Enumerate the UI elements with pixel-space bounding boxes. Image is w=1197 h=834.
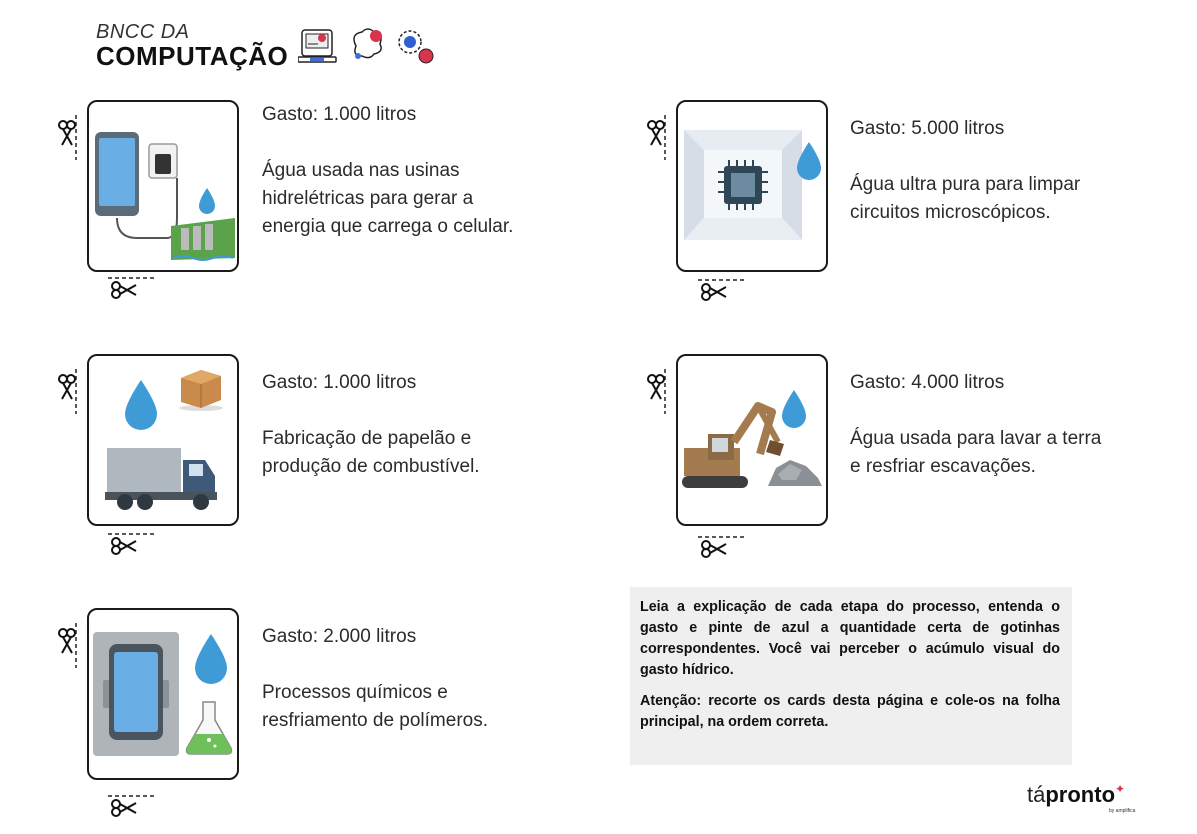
phone-mold-illustration [89,610,237,778]
scissors-icon [56,115,82,160]
scissors-icon [645,115,671,160]
description: Fabricação de papelão e produção de combustível. [262,428,480,477]
header-line1: BNCC DA [96,21,190,43]
scissors-icon [108,792,154,818]
brand-part1: tá [1027,782,1046,807]
description: Processos químicos e resfriamento de polímeros. [262,682,488,731]
scissors-icon [56,369,82,414]
header [96,22,288,70]
card-image-chip [676,100,828,272]
chip-cleanroom-illustration [678,102,826,270]
header-icons [298,24,443,68]
instructions-paragraph: Leia a explicação de cada etapa do processo, entenda o gasto e pinte de azul a quantidade certa de gotinhas correspondentes. Você vai perceber o acúmulo visual do gasto hídrico. [640,599,1060,678]
cost-label: Gasto: 5.000 litros [850,118,1005,139]
brand-logo [1027,782,1136,814]
header-title: COMPUTAÇÃO [96,41,289,71]
phone-charging-illustration [89,102,237,270]
brain-code-icon [354,29,382,59]
card-text [262,369,522,481]
cost-label: Gasto: 4.000 litros [850,372,1005,393]
instructions-box [630,587,1072,765]
excavator-illustration [678,356,826,524]
cost-label: Gasto: 1.000 litros [262,104,417,125]
card-image-mold [87,608,239,780]
scissors-icon [56,623,82,668]
computer-code-icon [298,30,336,62]
card-text [850,115,1110,227]
attention-paragraph: Atenção: recorte os cards desta página e cole-os na folha principal, na ordem correta. [640,693,1060,730]
card-text [262,623,522,735]
scissors-icon [108,530,154,556]
card-text [850,369,1110,481]
scissors-icon [108,274,154,300]
description: Água usada para lavar a terra e resfriar escavações. [850,428,1102,477]
card-image-excavator [676,354,828,526]
card-text [262,101,522,241]
card-image-truck [87,354,239,526]
card-image-phone-charging [87,100,239,272]
scissors-icon [698,533,744,559]
brand-tagline: by amplifica [1109,808,1136,814]
description: Água usada nas usinas hidrelétricas para gerar a energia que carrega o celular. [262,160,514,237]
brand-part2: pronto [1045,782,1116,807]
sparkle-icon: ✦ [1115,782,1126,796]
truck-box-illustration [89,356,237,524]
cost-label: Gasto: 1.000 litros [262,372,417,393]
scissors-icon [645,369,671,414]
scissors-icon [698,276,744,302]
cost-label: Gasto: 2.000 litros [262,626,417,647]
gears-icon [399,31,433,63]
description: Água ultra pura para limpar circuitos microscópicos. [850,174,1081,223]
